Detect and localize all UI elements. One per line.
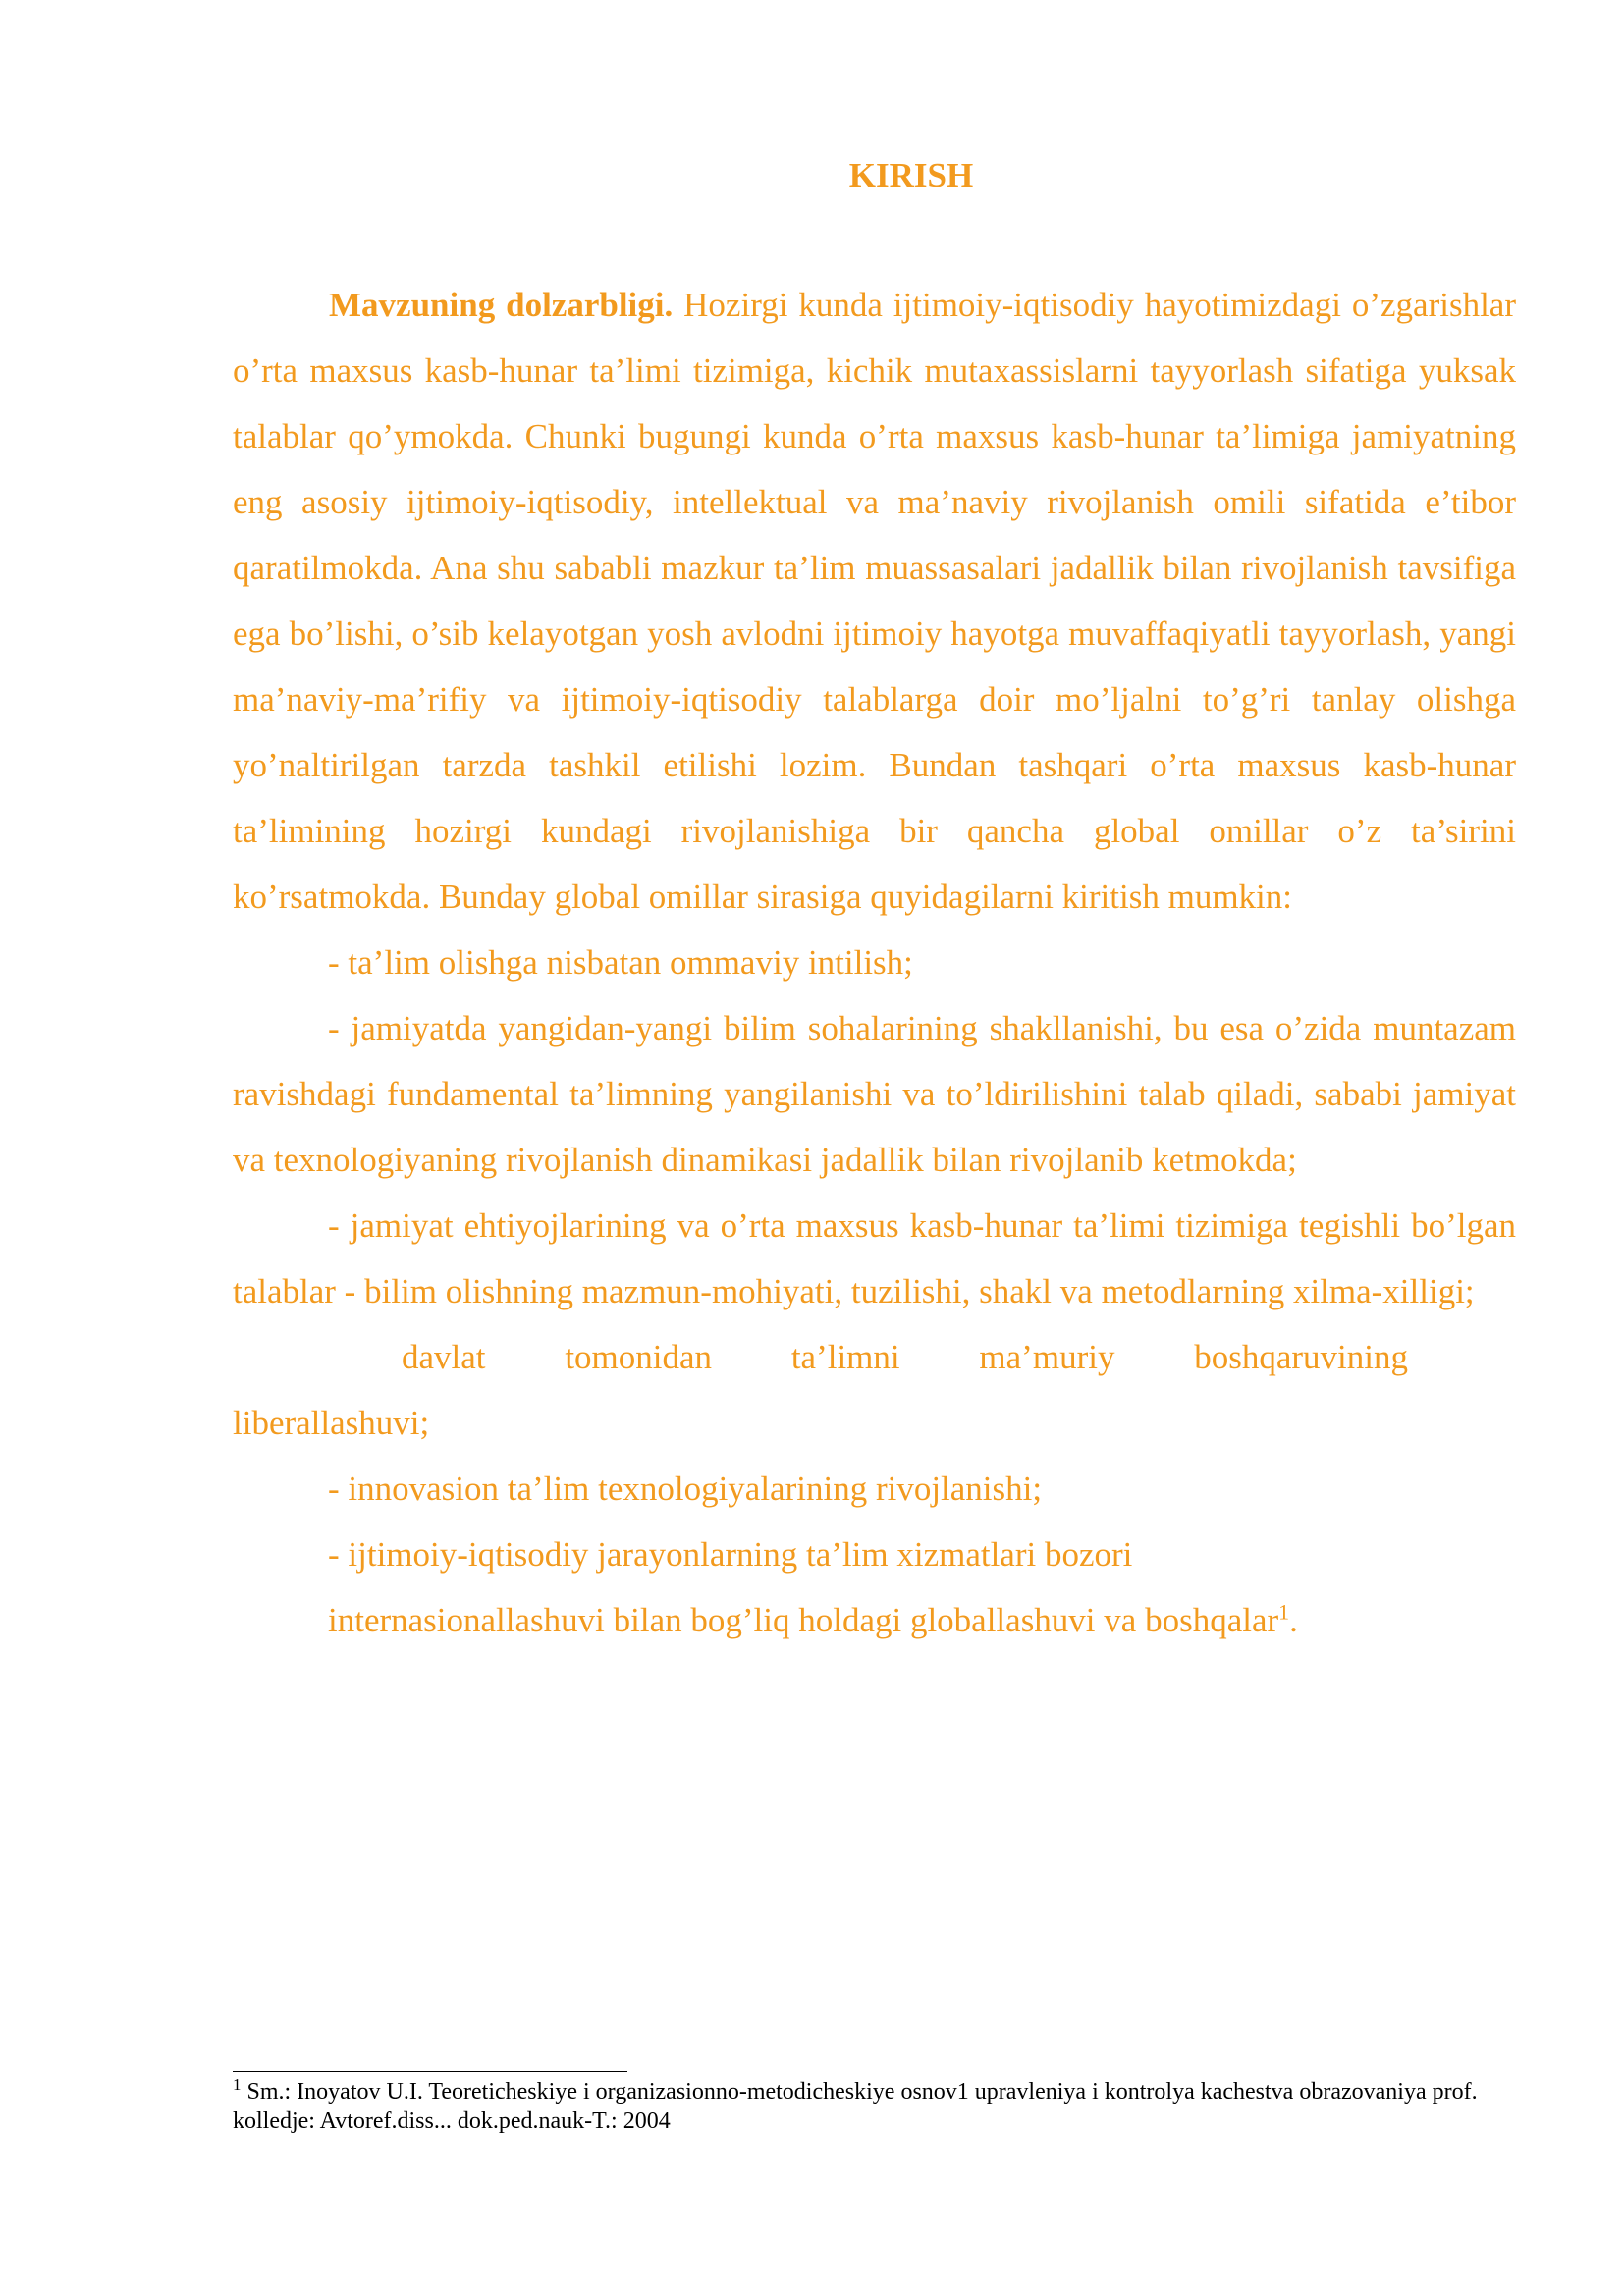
list-item: davlat tomonidan ta’limni ma’muriy boshqaruvining xyxy=(402,1338,1408,1376)
list-item: - jamiyat ehtiyojlarining va o’rta maxsus kasb-hunar ta’limi tizimiga tegishli bo’lgan talablar - bilim olishning mazmun-mohiyati, tuzilishi, shakl va metodlarning xilma-xilligi; xyxy=(233,1206,1516,1310)
intro-paragraph xyxy=(233,272,1516,930)
list-item-end: . xyxy=(1289,1601,1298,1639)
intro-text: Hozirgi kunda ijtimoiy-iqtisodiy hayotimizdagi o’zgarishlar o’rta maxsus kasb-hunar ta’limi tizimiga, kichik mutaxassislarni tayyorlash sifatiga yuksak talablar qo’ymokda. Chunki bugungi kunda o’rta maxsus kasb-hunar ta’limiga jamiyatning eng asosiy ijtimoiy-iqtisodiy, intellektual va ma’naviy rivojlanish omili sifatida e’tibor qaratilmokda. Ana shu sababli mazkur ta’lim muassasalari jadallik bilan rivojlanish tavsifiga ega bo’lishi, o’sib kelayotgan yosh avlodni ijtimoiy hayotga muvaffaqiyatli tayyorlash, yangi ma’naviy-ma’rifiy va ijtimoiy-iqtisodiy talablarga doir mo’ljalni to’g’ri tanlay olishga yo’naltirilgan tarzda tashkil etilishi lozim. Bundan tashqari o’rta maxsus kasb-hunar ta’limining hozirgi kundagi rivojlanishiga bir qancha global omillar o’z ta’sirini ko’rsatmokda. Bunday global omillar sirasiga quyidagilarni kiritish mumkin: xyxy=(233,286,1516,916)
list-item: - jamiyatda yangidan-yangi bilim sohalarining shakllanishi, bu esa o’zida muntazam ravishdagi fundamental ta’limning yangilanishi va to’ldirilishini talab qiladi, sababi jamiyat va texnologiyaning rivojlanish dinamikasi jadallik bilan rivojlanib ketmokda; xyxy=(233,1009,1516,1179)
footnote-separator xyxy=(233,2071,627,2072)
footnote-reference: 1 xyxy=(1278,1599,1290,1625)
footnote-number: 1 xyxy=(233,2075,242,2094)
page-title: KIRISH xyxy=(848,156,974,194)
list-item xyxy=(233,1522,1516,1653)
list-item-line: - ijtimoiy-iqtisodiy jarayonlarning ta’lim xizmatlari bozori xyxy=(328,1535,1133,1574)
section-heading: Mavzuning dolzarbligi. xyxy=(329,286,674,324)
footnote-text: Sm.: Inoyatov U.I. Teoreticheskiye i organizasionno-metodicheskiye osnov1 upravleniya i kontrolya kachestva obrazovaniya prof. kolledje: Avtoref.diss... dok.ped.nauk-T.: 2004 xyxy=(233,2079,1478,2134)
list-item: - innovasion ta’lim texnologiyalarining rivojlanishi; xyxy=(328,1469,1043,1508)
list-item-line: internasionallashuvi bilan bog’liq holdagi globallashuvi va boshqalar xyxy=(328,1601,1279,1639)
list-item: - ta’lim olishga nisbatan ommaviy intilish; xyxy=(328,943,913,982)
footnote xyxy=(233,2077,1516,2136)
document-body xyxy=(233,272,1516,1653)
list-item-continuation: liberallashuvi; xyxy=(233,1404,430,1442)
